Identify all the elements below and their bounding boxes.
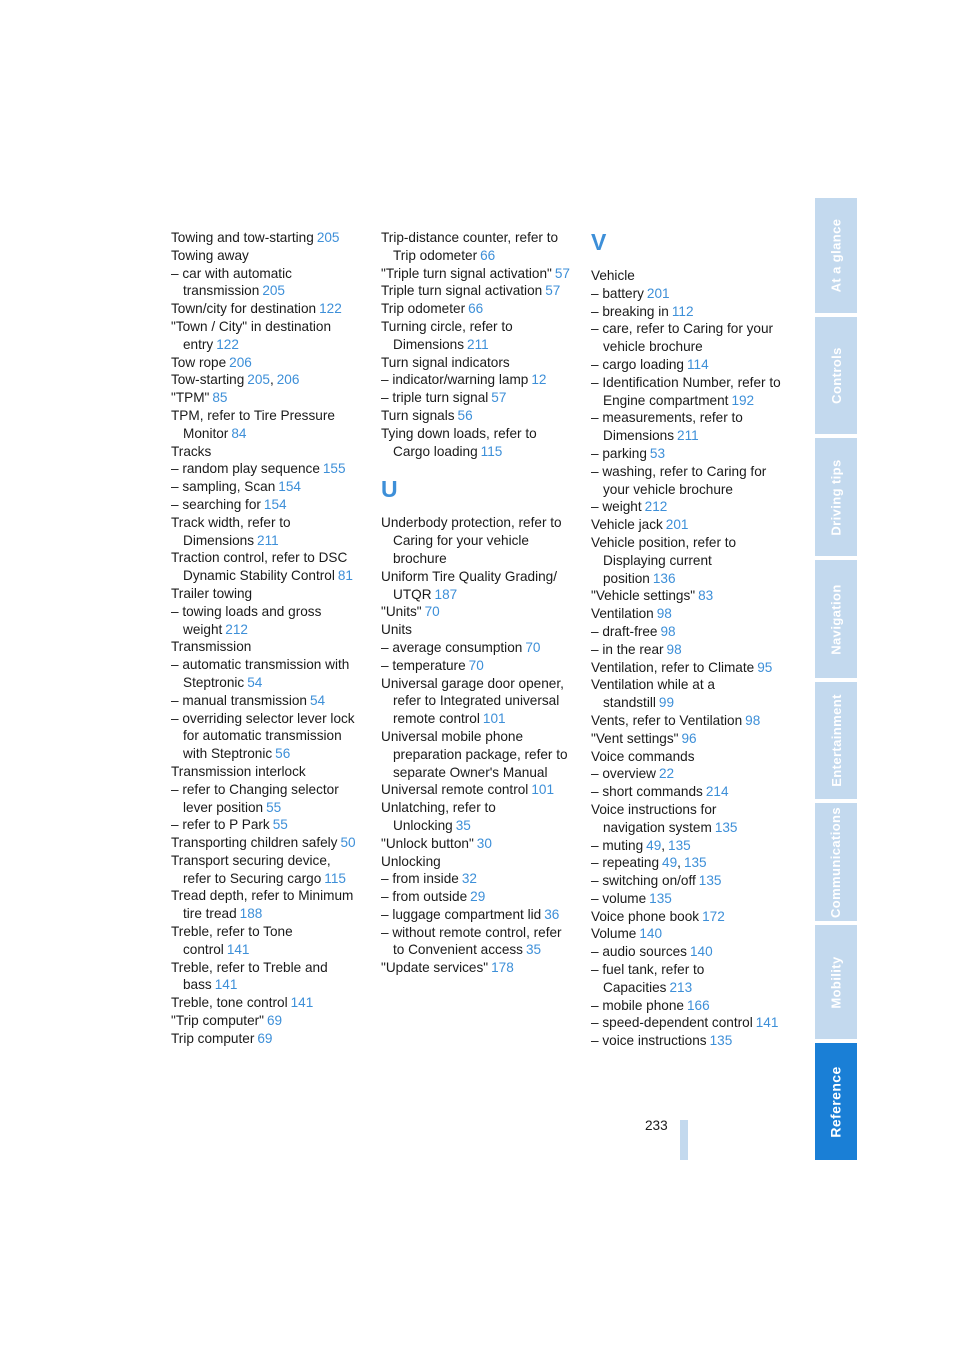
index-entry — [591, 943, 781, 961]
index-entry — [591, 676, 781, 712]
index-entry-text: – overriding selector lever lock for automatic transmission with Steptronic — [171, 710, 355, 762]
index-entry-text: Ventilation, refer to Climate — [591, 659, 755, 675]
index-entry — [381, 675, 571, 728]
page-ref-link[interactable]: 192 — [731, 392, 755, 408]
page-ref-link[interactable]: 136 — [652, 570, 676, 586]
page-ref-link[interactable]: 140 — [639, 926, 663, 942]
index-entry-text: – draft-free — [591, 623, 658, 639]
index-entry-text: Transmission interlock — [171, 763, 306, 779]
index-entry-text: – average consumption — [381, 639, 523, 655]
page-ref-link[interactable]: 54 — [310, 692, 326, 708]
index-entry — [381, 924, 571, 960]
index-entry — [591, 854, 781, 872]
index-entry — [171, 959, 361, 995]
index-entry-text: Turn signals — [381, 407, 455, 423]
index-entry-text: Ventilation while at a standstill — [591, 677, 715, 711]
index-entry-text: – mobile phone — [591, 997, 684, 1013]
page-ref-link[interactable]: 141 — [755, 1015, 779, 1031]
index-entry-text: "Vent settings" — [591, 730, 679, 746]
section-tab-communications[interactable] — [815, 803, 857, 921]
index-column-1 — [171, 229, 361, 1048]
index-entry — [381, 906, 571, 924]
index-entry — [381, 354, 571, 372]
page-ref-link[interactable]: 135 — [709, 1033, 733, 1049]
page-ref-link[interactable]: 141 — [214, 977, 238, 993]
index-entry — [381, 799, 571, 835]
page-ref-link[interactable]: 135 — [698, 873, 722, 889]
index-entry-text: – fuel tank, refer to Capacities — [591, 962, 705, 995]
index-entry-text: Town/city for destination — [171, 301, 317, 317]
index-entry — [171, 247, 361, 265]
index-entry — [381, 282, 571, 300]
index-entry-text: "Vehicle settings" — [591, 588, 696, 604]
index-entry — [591, 409, 781, 445]
page-ref-link[interactable]: 212 — [225, 621, 248, 637]
index-entry — [381, 318, 571, 354]
index-entry — [591, 908, 781, 926]
section-tab-label: Controls — [828, 347, 844, 404]
index-entry-text: – muting — [591, 837, 644, 853]
index-entry-text: "Update services" — [381, 960, 489, 976]
page-ref-link[interactable]: 214 — [705, 784, 729, 800]
page-ref-link[interactable]: 56 — [457, 407, 473, 423]
section-tab-controls[interactable] — [815, 317, 857, 434]
page-ref-link[interactable]: 114 — [686, 356, 709, 372]
index-entry-text: – Identification Number, refer to Engine compartment — [591, 374, 781, 408]
page-ref-link[interactable]: 83 — [698, 588, 714, 604]
index-entry — [381, 407, 571, 425]
index-entry — [591, 925, 781, 943]
index-entry — [171, 710, 361, 763]
index-entry-text: Volume — [591, 926, 637, 942]
page-ref-link[interactable]: 211 — [467, 336, 489, 352]
page-ref-link[interactable]: 99 — [658, 695, 675, 711]
index-entry-text: – audio sources — [591, 944, 687, 960]
index-entry-text: Traction control, refer to DSC Dynamic Stability Control — [171, 550, 348, 584]
index-entry-text: Tracks — [171, 443, 212, 459]
index-entry-text: Voice commands — [591, 748, 695, 764]
page-ref-separator: , — [677, 855, 681, 871]
index-entry-text: TPM, refer to Tire Pressure Monitor — [171, 407, 335, 441]
index-entry-text: – speed-dependent control — [591, 1015, 753, 1031]
index-entry-text: Tow-starting — [171, 372, 245, 388]
index-entry-text: Trip-distance counter, refer to Trip odometer — [381, 230, 559, 263]
index-entry-text: – battery — [591, 285, 644, 301]
index-entry-text: Transmission — [171, 639, 252, 655]
page-ref-link[interactable]: 35 — [455, 817, 471, 833]
page-ref-link[interactable]: 69 — [257, 1030, 273, 1046]
index-entry-text: – triple turn signal — [381, 390, 489, 406]
index-entry-text: – cargo loading — [591, 356, 684, 372]
index-entry-text: Treble, refer to Tone control — [171, 924, 293, 957]
index-entry-text: – switching on/off — [591, 873, 696, 889]
index-entry-text: – indicator/warning lamp — [381, 372, 529, 388]
page-ref-separator: , — [269, 372, 274, 388]
page-ref-link[interactable]: 115 — [324, 870, 346, 886]
page-ref-link[interactable]: 188 — [239, 906, 263, 922]
section-tab-label: Entertainment — [828, 694, 844, 787]
page-ref-separator: , — [661, 837, 666, 853]
index-entry — [591, 765, 781, 783]
index-entry — [591, 303, 781, 321]
index-entry — [381, 371, 571, 389]
index-entry-text: Vehicle position, refer to Displaying current position — [591, 534, 737, 586]
section-tab-entertainment[interactable] — [815, 682, 857, 799]
index-entry — [591, 516, 781, 534]
index-entry — [381, 514, 571, 567]
index-entry-text: "TPM" — [171, 390, 210, 406]
index-entry — [171, 834, 361, 852]
page-ref-link[interactable]: 66 — [480, 247, 496, 263]
index-entry-text: – repeating — [591, 855, 660, 871]
index-entry — [591, 498, 781, 516]
page-ref-link[interactable]: 155 — [322, 461, 346, 477]
index-entry — [171, 300, 361, 318]
index-entry — [381, 568, 571, 604]
index-entry-text: Voice phone book — [591, 908, 700, 924]
index-column-3 — [591, 229, 781, 1050]
index-entry — [591, 837, 781, 855]
index-entry — [171, 692, 361, 710]
index-entry-text: – volume — [591, 890, 647, 906]
index-entry-text: Tow rope — [171, 354, 227, 370]
index-letter-heading: U — [381, 476, 398, 503]
index-entry-text: Trip computer — [171, 1030, 255, 1046]
index-entry-text: Transport securing device, refer to Securing cargo — [171, 852, 331, 886]
index-entry — [381, 870, 571, 888]
index-entry — [171, 656, 361, 692]
index-entry-text: Transporting children safely — [171, 835, 338, 851]
index-entry-text: Tying down loads, refer to Cargo loading — [381, 425, 537, 459]
index-column-2 — [381, 229, 571, 977]
index-entry-text: – manual transmission — [171, 692, 307, 708]
page-ref-link[interactable]: 85 — [212, 390, 228, 406]
index-entry — [591, 320, 781, 356]
index-entry-text: – searching for — [171, 496, 261, 512]
index-entry — [381, 853, 571, 871]
page-ref-link[interactable]: 55 — [272, 817, 288, 833]
page-ref-link[interactable]: 70 — [424, 604, 440, 620]
page-ref-link[interactable]: 56 — [275, 746, 291, 762]
page-ref-link[interactable]: 115 — [480, 443, 503, 459]
index-entry-text: – in the rear — [591, 641, 664, 657]
index-entry-text: "Units" — [381, 604, 422, 620]
page-ref-link[interactable]: 211 — [257, 532, 279, 548]
index-entry — [591, 730, 781, 748]
index-entry-text: Trailer towing — [171, 585, 253, 601]
page-ref-link[interactable]: 135 — [714, 819, 738, 835]
index-entry-text: – automatic transmission with Steptronic — [171, 657, 350, 690]
section-tabs — [815, 198, 857, 1160]
page-ref-link[interactable]: 95 — [757, 659, 773, 675]
index-entry — [171, 603, 361, 639]
page-ref-link[interactable]: 98 — [666, 641, 682, 657]
page-ref-link[interactable]: 166 — [686, 997, 710, 1013]
section-tab-label: Navigation — [828, 583, 844, 655]
index-entry-text: Uniform Tire Quality Grading/ UTQR — [381, 568, 558, 602]
index-entry-text: Towing and tow-starting — [171, 230, 314, 245]
page-ref-link[interactable]: 84 — [231, 425, 247, 441]
section-tab-mobility[interactable] — [815, 925, 857, 1039]
section-tab-label: Driving tips — [828, 458, 844, 536]
page-ref-link[interactable]: 70 — [525, 639, 541, 655]
index-entry-text: Underbody protection, refer to Caring for your vehicle brochure — [381, 515, 562, 566]
index-entry — [171, 460, 361, 478]
page-ref-link[interactable]: 50 — [340, 835, 356, 851]
index-entry-text: Units — [381, 622, 412, 638]
index-entry-text: Universal remote control — [381, 782, 529, 798]
index-entry — [591, 623, 781, 641]
page-ref-link[interactable]: 201 — [646, 285, 670, 301]
index-entry-text: – measurements, refer to Dimensions — [591, 410, 743, 444]
page-ref-link[interactable]: 96 — [681, 730, 697, 746]
page-ref-link[interactable]: 206 — [276, 372, 300, 388]
index-entry — [381, 781, 571, 799]
page-ref-link[interactable]: 29 — [470, 889, 486, 905]
index-entry-text: – car with automatic transmission — [171, 265, 292, 299]
index-entry — [171, 1012, 361, 1030]
index-entry — [171, 852, 361, 888]
page-ref-link[interactable]: 49 — [662, 855, 678, 871]
index-entry-text: – refer to P Park — [171, 817, 270, 833]
page-ref-link[interactable]: 154 — [263, 496, 287, 512]
index-entry — [381, 425, 571, 461]
index-entry-text: – from inside — [381, 871, 459, 887]
index-entry-text: – from outside — [381, 889, 468, 905]
index-entry — [591, 659, 781, 677]
index-entry-text: – short commands — [591, 784, 703, 800]
page-ref-link[interactable]: 205 — [316, 230, 340, 245]
page-ref-link[interactable]: 57 — [554, 265, 570, 281]
index-entry — [381, 229, 571, 265]
index-entry — [171, 514, 361, 550]
index-entry-text: – towing loads and gross weight — [171, 603, 322, 637]
index-entry — [171, 763, 361, 781]
page-ref-link[interactable]: 135 — [649, 890, 672, 906]
index-entry-text: Towing away — [171, 247, 249, 263]
index-entry-text: Vents, refer to Ventilation — [591, 712, 743, 728]
index-entry — [591, 285, 781, 303]
index-entry-text: Vehicle jack — [591, 517, 663, 533]
index-entry — [591, 641, 781, 659]
page-ref-link[interactable]: 101 — [482, 711, 506, 727]
index-entry-text: Unlocking — [381, 853, 441, 869]
page-ref-link[interactable]: 55 — [266, 799, 282, 815]
index-entry — [591, 374, 781, 410]
page-ref-link[interactable]: 53 — [649, 445, 666, 461]
index-entry-text: Triple turn signal activation — [381, 283, 543, 299]
index-entry-text: – parking — [591, 445, 647, 461]
section-tab-label: At a glance — [828, 218, 844, 293]
index-entry — [591, 445, 781, 463]
index-entry-text: – washing, refer to Caring for your vehicle brochure — [591, 463, 767, 497]
index-entry — [381, 888, 571, 906]
index-entry — [381, 603, 571, 621]
index-entry-text: Voice instructions for navigation system — [591, 801, 717, 835]
page-ref-link[interactable]: 98 — [660, 623, 676, 639]
index-entry-text: Treble, tone control — [171, 995, 288, 1011]
index-letter-heading: V — [591, 229, 607, 255]
index-entry — [381, 728, 571, 781]
index-entry-text: – sampling, Scan — [171, 479, 276, 495]
page-ref-link[interactable]: 101 — [531, 782, 555, 798]
index-entry — [591, 961, 781, 997]
index-entry-text: Turning circle, refer to Dimensions — [381, 318, 513, 352]
page-ref-link[interactable]: 57 — [491, 390, 507, 406]
page-ref-link[interactable]: 205 — [247, 372, 270, 388]
index-entry — [591, 872, 781, 890]
page-ref-link[interactable]: 140 — [689, 944, 713, 960]
index-entry-text: Ventilation — [591, 606, 654, 622]
page-ref-link[interactable]: 122 — [319, 301, 342, 317]
page-ref-link[interactable]: 69 — [267, 1013, 283, 1029]
index-entry — [171, 923, 361, 959]
index-entry — [171, 585, 361, 603]
page-ref-link[interactable]: 35 — [525, 942, 542, 958]
page-number: 233 — [645, 1118, 668, 1133]
index-entry — [381, 657, 571, 675]
page-ref-link[interactable]: 98 — [745, 712, 761, 728]
page-ref-link[interactable]: 154 — [278, 479, 301, 495]
index-entry-text: – without remote control, refer to Convenient access — [381, 924, 562, 958]
index-entry-text: Tread depth, refer to Minimum tire tread — [171, 888, 354, 922]
index-entry — [381, 265, 571, 283]
section-tab-label: Communications — [828, 806, 844, 918]
index-entry-text: – breaking in — [591, 303, 669, 319]
page-ref-link[interactable]: 213 — [669, 979, 693, 995]
page-ref-link[interactable]: 36 — [544, 906, 560, 922]
page-ref-link[interactable]: 201 — [665, 517, 689, 533]
index-entry — [171, 781, 361, 817]
section-tab-navigation[interactable] — [815, 560, 857, 678]
page-ref-link[interactable]: 141 — [226, 941, 250, 957]
index-entry — [591, 997, 781, 1015]
page-ref-link[interactable]: 49 — [646, 837, 662, 853]
page-ref-link[interactable]: 66 — [468, 301, 484, 317]
page-ref-link[interactable]: 12 — [531, 372, 547, 388]
page-ref-link[interactable]: 135 — [683, 855, 707, 871]
index-entry — [171, 371, 361, 389]
index-entry — [171, 265, 361, 301]
page-ref-link[interactable]: 212 — [644, 499, 668, 515]
index-entry — [591, 712, 781, 730]
index-entry — [171, 816, 361, 834]
index-entry-text: Track width, refer to Dimensions — [171, 514, 291, 548]
index-entry — [591, 801, 781, 837]
index-entry-text: Vehicle — [591, 268, 635, 283]
page-ref-link[interactable]: 30 — [476, 835, 492, 851]
index-entry — [591, 890, 781, 908]
section-tab-reference[interactable] — [815, 1043, 857, 1160]
page-ref-link[interactable]: 135 — [668, 837, 691, 853]
index-entry — [171, 994, 361, 1012]
index-entry — [381, 300, 571, 318]
index-entry — [591, 356, 781, 374]
index-entry — [591, 587, 781, 605]
index-entry-text: Treble, refer to Treble and bass — [171, 959, 328, 993]
index-entry-text: Universal garage door opener, refer to Integrated universal remote control — [381, 675, 564, 727]
page-ref-link[interactable]: 187 — [434, 586, 458, 602]
index-entry — [171, 354, 361, 372]
page-ref-link[interactable]: 112 — [671, 303, 694, 319]
index-entry — [171, 407, 361, 443]
index-entry-text: – temperature — [381, 657, 466, 673]
page-ref-link[interactable]: 141 — [290, 995, 314, 1011]
index-entry — [381, 389, 571, 407]
page-ref-link[interactable]: 211 — [677, 428, 699, 444]
index-entry — [381, 959, 571, 977]
index-entry-text: – voice instructions — [591, 1033, 707, 1049]
page-ref-link[interactable]: 81 — [337, 568, 353, 584]
index-entry — [381, 639, 571, 657]
index-entry-text: Turn signal indicators — [381, 354, 510, 370]
page-ref-link[interactable]: 178 — [491, 960, 514, 976]
section-tab-at-a-glance[interactable] — [815, 198, 857, 313]
index-entry-text: – luggage compartment lid — [381, 906, 542, 922]
index-entry — [171, 478, 361, 496]
index-entry — [381, 621, 571, 639]
index-entry-text: – random play sequence — [171, 461, 320, 477]
index-entry-text: – care, refer to Caring for your vehicle brochure — [591, 321, 774, 355]
index-entry — [171, 549, 361, 585]
index-entry — [591, 1032, 781, 1050]
page-ref-link[interactable]: 172 — [702, 908, 725, 924]
page-ref-link[interactable]: 54 — [247, 674, 263, 690]
section-tab-driving-tips[interactable] — [815, 438, 857, 556]
index-entry — [591, 605, 781, 623]
page-ref-link[interactable]: 57 — [545, 283, 561, 299]
index-entry-text: "Town / City" in destination entry — [171, 318, 332, 352]
page-ref-link[interactable]: 98 — [656, 606, 672, 622]
index-entry — [171, 1030, 361, 1048]
index-entry — [591, 463, 781, 499]
page-number-bar — [680, 1120, 688, 1160]
index-entry-text: Trip odometer — [381, 301, 466, 317]
index-entry-text: – refer to Changing selector lever position — [171, 781, 339, 815]
index-entry-text: Unlatching, refer to Unlocking — [381, 800, 496, 833]
index-entry-text: "Unlock button" — [381, 835, 474, 851]
index-entry-text: Universal mobile phone preparation package, refer to separate Owner's Manual — [381, 728, 568, 780]
index-entry — [591, 1014, 781, 1032]
page-ref-link[interactable]: 22 — [658, 766, 675, 782]
index-entry — [171, 638, 361, 656]
section-tab-label: Reference — [828, 1065, 844, 1138]
section-tab-label: Mobility — [828, 955, 844, 1009]
index-entry — [171, 318, 361, 354]
page-ref-link[interactable]: 205 — [262, 283, 285, 299]
page-ref-link[interactable]: 206 — [229, 354, 252, 370]
page-ref-link[interactable]: 32 — [461, 871, 477, 887]
index-entry — [591, 534, 781, 587]
index-entry — [171, 887, 361, 923]
index-entry-text: – weight — [591, 499, 642, 515]
index-entry — [381, 835, 571, 853]
index-entry — [591, 748, 781, 766]
page-ref-link[interactable]: 70 — [468, 657, 484, 673]
index-entry — [591, 783, 781, 801]
index-entry-text: "Triple turn signal activation" — [381, 265, 552, 281]
index-entry-text: – overview — [591, 766, 656, 782]
index-entry — [591, 267, 781, 285]
page-ref-link[interactable]: 122 — [216, 336, 239, 352]
index-entry — [171, 229, 361, 247]
index-entry — [171, 496, 361, 514]
index-entry — [171, 443, 361, 461]
index-entry — [171, 389, 361, 407]
index-entry-text: "Trip computer" — [171, 1013, 264, 1029]
